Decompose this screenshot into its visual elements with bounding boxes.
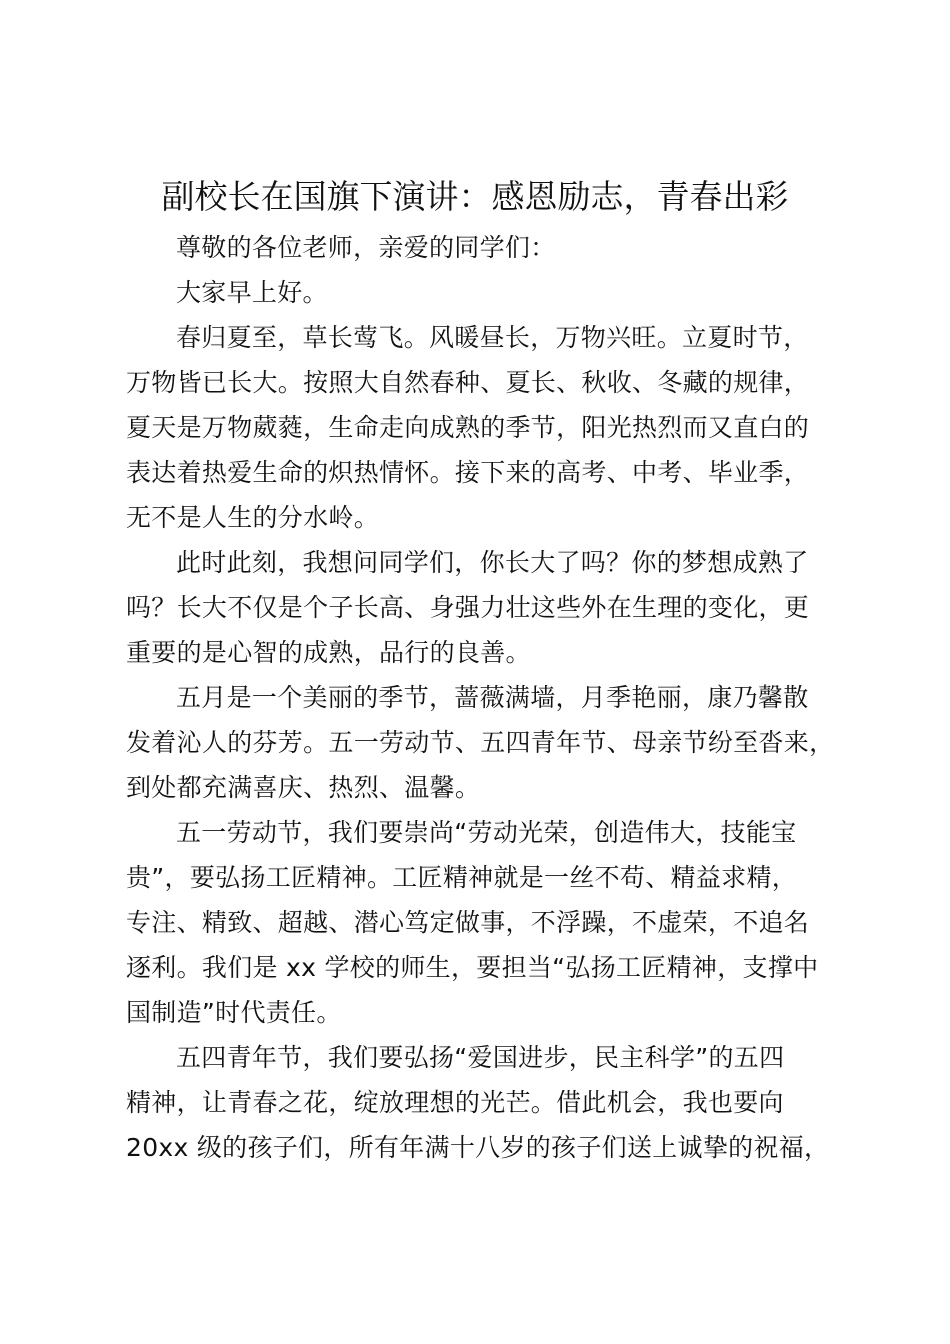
text-line: 20xx 级的孩子们，所有年满十八岁的孩子们送上诚挚的祝福， [126,1133,830,1162]
text-line: 五一劳动节，我们要崇尚“劳动光荣，创造伟大，技能宝 [176,818,797,847]
text-line: 五月是一个美丽的季节，蔷薇满墙，月季艳丽，康乃馨散 [176,683,809,712]
document-body [126,225,848,1170]
text-line: 吗？长大不仅是个子长高、身强力壮这些外在生理的变化，更 [126,593,810,622]
text-line: 表达着热爱生命的炽热情怀。接下来的高考、中考、毕业季， [126,458,810,487]
text-line: 大家早上好。 [176,278,328,307]
text-line: 专注、精致、超越、潜心笃定做事，不浮躁，不虚荣，不追名 [126,908,810,937]
paragraph-youth-day [126,1035,848,1170]
text-line: 夏天是万物葳蕤，生命走向成熟的季节，阳光热烈而又直白的 [126,413,810,442]
text-line: 逐利。我们是 xx 学校的师生，要担当“弘扬工匠精神，支撑中 [126,953,819,982]
text-line: 五四青年节，我们要弘扬“爱国进步，民主科学”的五四 [176,1043,785,1072]
paragraph-labor-day [126,810,848,1035]
text-line: 此时此刻，我想问同学们，你长大了吗？你的梦想成熟了 [176,548,809,577]
paragraph-may [126,675,848,810]
text-line: 春归夏至，草长莺飞。风暖昼长，万物兴旺。立夏时节， [176,323,809,352]
text-line: 尊敬的各位老师，亲爱的同学们： [176,233,556,262]
document-title: 副校长在国旗下演讲：感恩励志，青春出彩 [161,177,789,216]
text-line: 无不是人生的分水岭。 [126,503,380,532]
paragraph-greeting [126,270,848,315]
paragraph-summer [126,315,848,540]
paragraph-growing-up [126,540,848,675]
text-line: 重要的是心智的成熟，品行的良善。 [126,638,531,667]
text-line: 贵”，要弘扬工匠精神。工匠精神就是一丝不苟、精益求精， [126,863,798,892]
text-line: 国制造”时代责任。 [126,998,342,1027]
paragraph-salutation [126,225,848,270]
text-line: 到处都充满喜庆、热烈、温馨。 [126,773,481,802]
text-line: 发着沁人的芬芳。五一劳动节、五四青年节、母亲节纷至沓来， [126,728,835,757]
text-line: 精神，让青春之花，绽放理想的光芒。借此机会，我也要向 [126,1088,784,1117]
text-line: 万物皆已长大。按照大自然春种、夏长、秋收、冬藏的规律， [126,368,810,397]
